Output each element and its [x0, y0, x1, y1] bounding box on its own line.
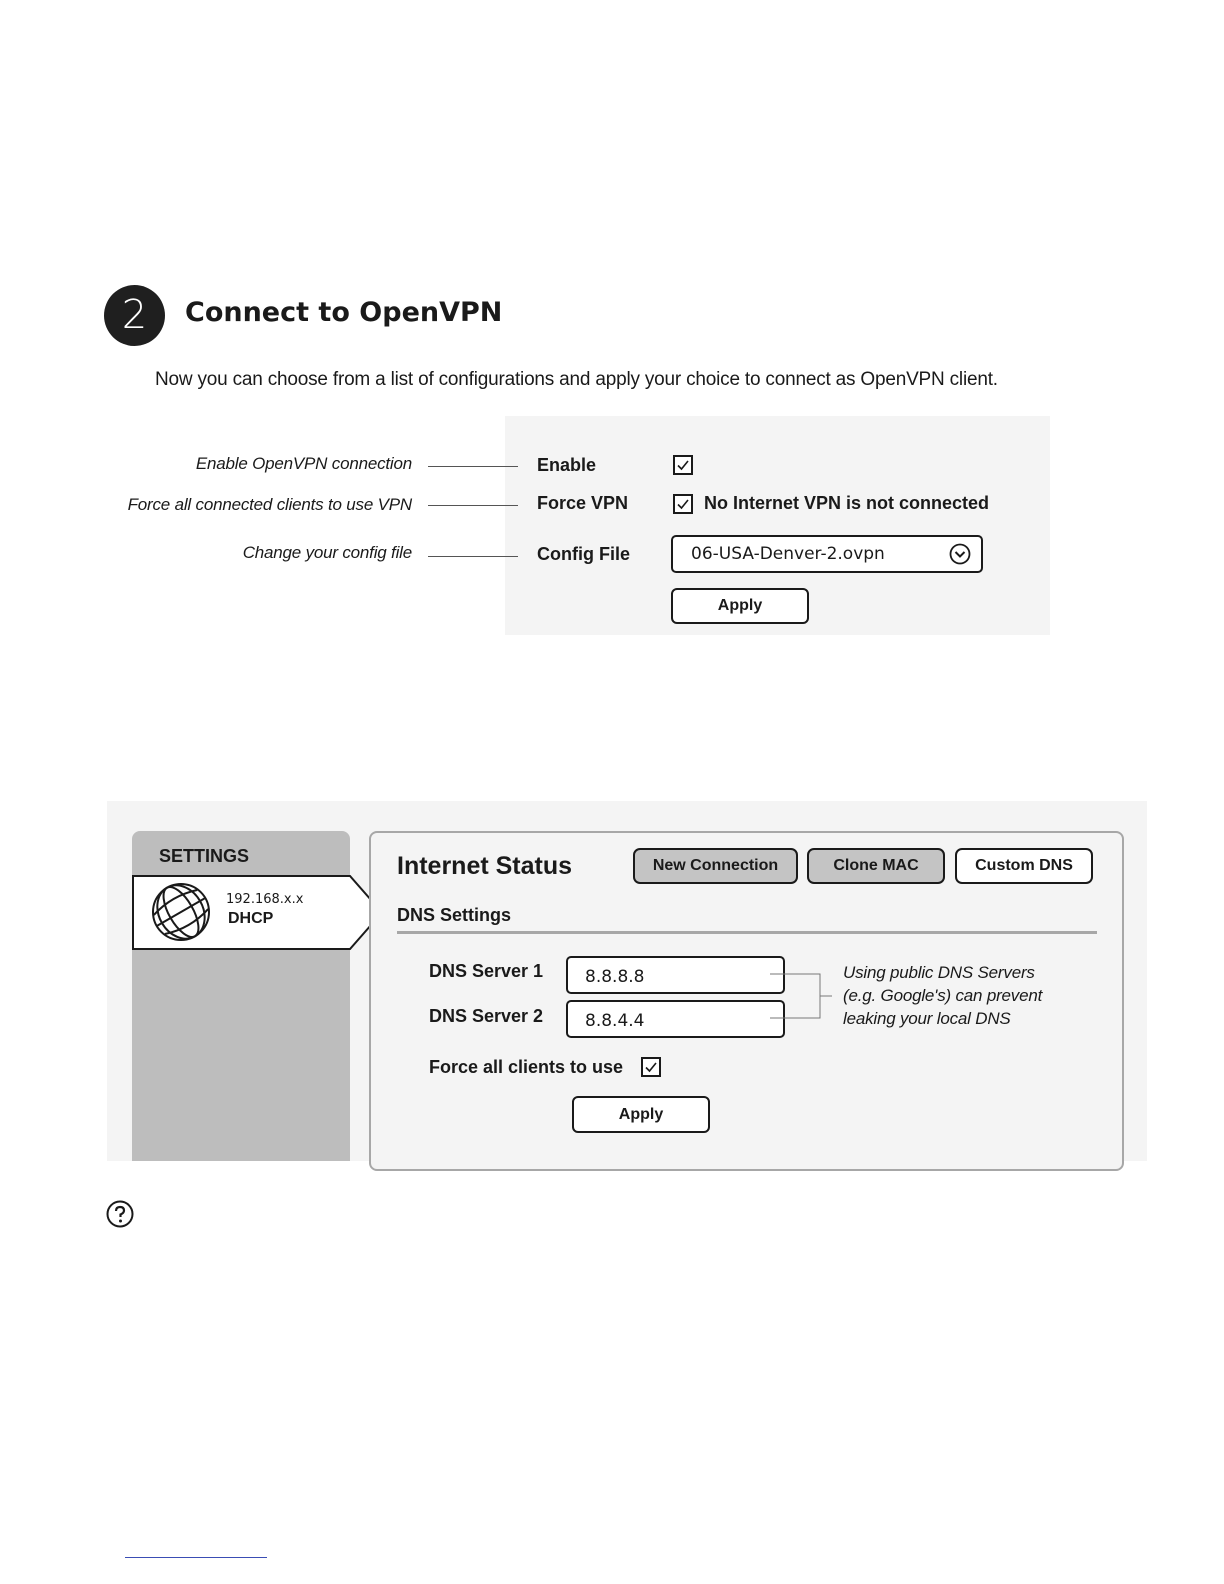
force-dns-checkbox[interactable] [641, 1057, 661, 1077]
section-divider [397, 931, 1097, 934]
dns-note-line-3: leaking your local DNS [843, 1009, 1011, 1028]
sidebar-item-ip: 192.168.x.x [226, 892, 304, 907]
force-vpn-note: No Internet VPN is not connected [704, 493, 990, 513]
force-vpn-label: Force VPN [537, 493, 629, 513]
check-icon [675, 457, 691, 473]
config-file-select[interactable] [671, 535, 983, 573]
callout-line-force-vpn [428, 505, 518, 506]
enable-label: Enable [537, 455, 597, 475]
dns-note-line-2: (e.g. Google's) can prevent [843, 986, 1043, 1005]
check-icon [643, 1059, 659, 1075]
sidebar-item-internet[interactable] [132, 875, 384, 950]
dns-server-2-label: DNS Server 2 [429, 1006, 544, 1026]
panel-title: Internet Status [397, 852, 573, 880]
callout-config: Change your config file [242, 543, 412, 562]
force-vpn-checkbox[interactable] [673, 494, 693, 514]
vpn-apply-button[interactable]: Apply [671, 588, 809, 624]
dns-apply-button[interactable]: Apply [572, 1096, 710, 1133]
step-title: Connect to OpenVPN [185, 297, 503, 328]
callout-force-vpn: Force all connected clients to use VPN [127, 495, 412, 514]
tab-custom-dns[interactable]: Custom DNS [955, 848, 1093, 884]
enable-checkbox[interactable] [673, 455, 693, 475]
dns-note [843, 961, 1042, 1030]
footnote-divider [125, 1557, 267, 1558]
chevron-down-icon [949, 543, 971, 565]
tab-clone-mac[interactable]: Clone MAC [807, 848, 945, 884]
config-file-label: Config File [537, 544, 630, 564]
question-circle-icon [106, 1200, 134, 1228]
globe-icon [150, 881, 212, 943]
dns-note-bracket [770, 970, 836, 1022]
dns-note-line-1: Using public DNS Servers [843, 963, 1035, 982]
step-number-badge: 2 [104, 285, 165, 346]
step-intro: Now you can choose from a list of configurations and apply your choice to connect as OpenVPN client. [155, 369, 998, 390]
tab-new-connection[interactable]: New Connection [633, 848, 798, 884]
dns-server-1-input[interactable] [566, 956, 785, 994]
callout-enable: Enable OpenVPN connection [195, 454, 412, 473]
sidebar-title: SETTINGS [159, 846, 250, 866]
dns-server-2-input[interactable] [566, 1000, 785, 1038]
dns-settings-title: DNS Settings [397, 905, 512, 925]
callout-line-enable [428, 466, 518, 467]
check-icon [675, 496, 691, 512]
config-file-value: 06-USA-Denver-2.ovpn [691, 544, 885, 564]
dns-server-1-label: DNS Server 1 [429, 961, 544, 981]
force-dns-label: Force all clients to use [429, 1057, 624, 1077]
callout-line-config [428, 556, 518, 557]
sidebar-item-mode: DHCP [228, 910, 274, 927]
